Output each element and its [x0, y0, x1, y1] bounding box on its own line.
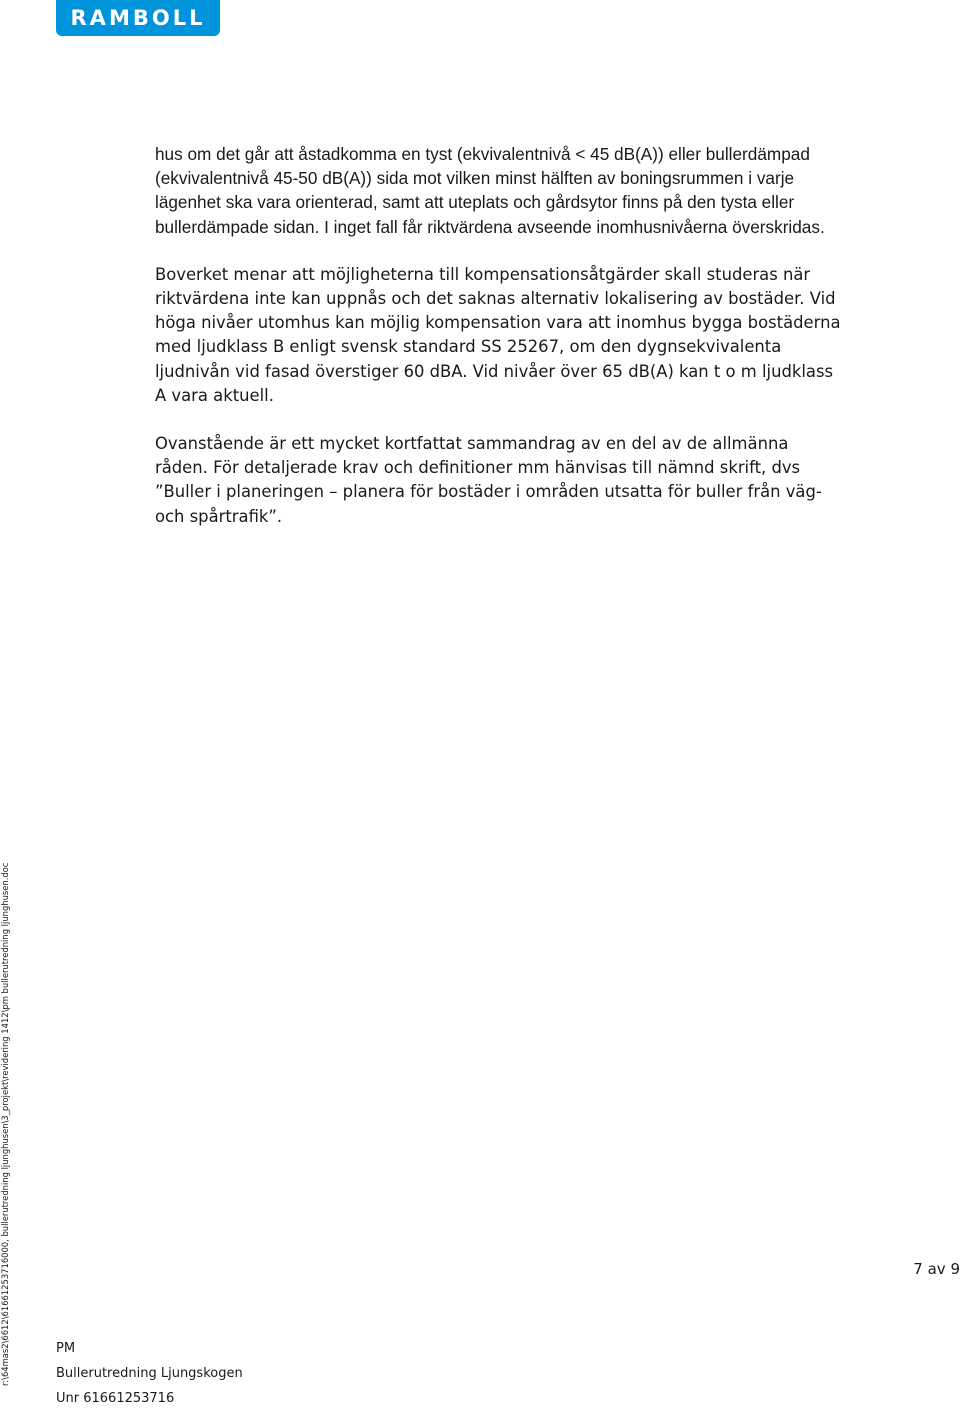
paragraph-2: Boverket menar att möjligheterna till kompensationsåtgärder skall studeras när riktvärdena inte kan uppnås och det saknas alternativ lokalisering av bostäder. Vid höga nivåer utomhus kan möjlig kompensation vara att inomhus bygga bostäderna med ljudklass B enligt svensk standard SS 25267, om den dygnsekvivalenta ljudnivån vid fasad överstiger 60 dBA. Vid nivåer över 65 dB(A) kan t o m ljudklass A vara aktuell. — [155, 264, 841, 405]
file-path-sidebar: r:\64mas2\6612\61661253716000, bullerutredning ljunghusen\3_projekt\revidering 1412\pm bullerutredning ljunghusen.doc — [0, 862, 10, 1386]
footer-number: Unr 61661253716 — [56, 1391, 175, 1406]
logo-text: RAMBOLL — [70, 6, 206, 30]
paragraph-1: hus om det går att åstadkomma en tyst (ekvivalentnivå < 45 dB(A)) eller bullerdämpad (ekvivalentnivå 45-50 dB(A)) sida mot vilken minst hälften av boningsrummen i varje lägenhet ska vara orienterad, samt att uteplats och gårdsytor finns på den tysta eller bullerdämpade sidan. I inget fall får riktvärdena avseende inomhusnivåerna överskridas. — [155, 144, 825, 237]
document-body — [155, 142, 845, 529]
ramboll-logo — [56, 0, 220, 36]
paragraph-3: Ovanstående är ett mycket kortfattat sammandrag av en del av de allmänna råden. För detaljerade krav och definitioner mm hänvisas till nämnd skrift, dvs ”Buller i planeringen – planera för bostäder i områden utsatta för buller från väg- och spårtrafik”. — [155, 434, 822, 526]
footer-initials: PM — [56, 1341, 76, 1356]
page-number: 7 av 9 — [913, 1260, 960, 1278]
footer — [56, 1336, 243, 1411]
footer-title: Bullerutredning Ljungskogen — [56, 1366, 243, 1381]
